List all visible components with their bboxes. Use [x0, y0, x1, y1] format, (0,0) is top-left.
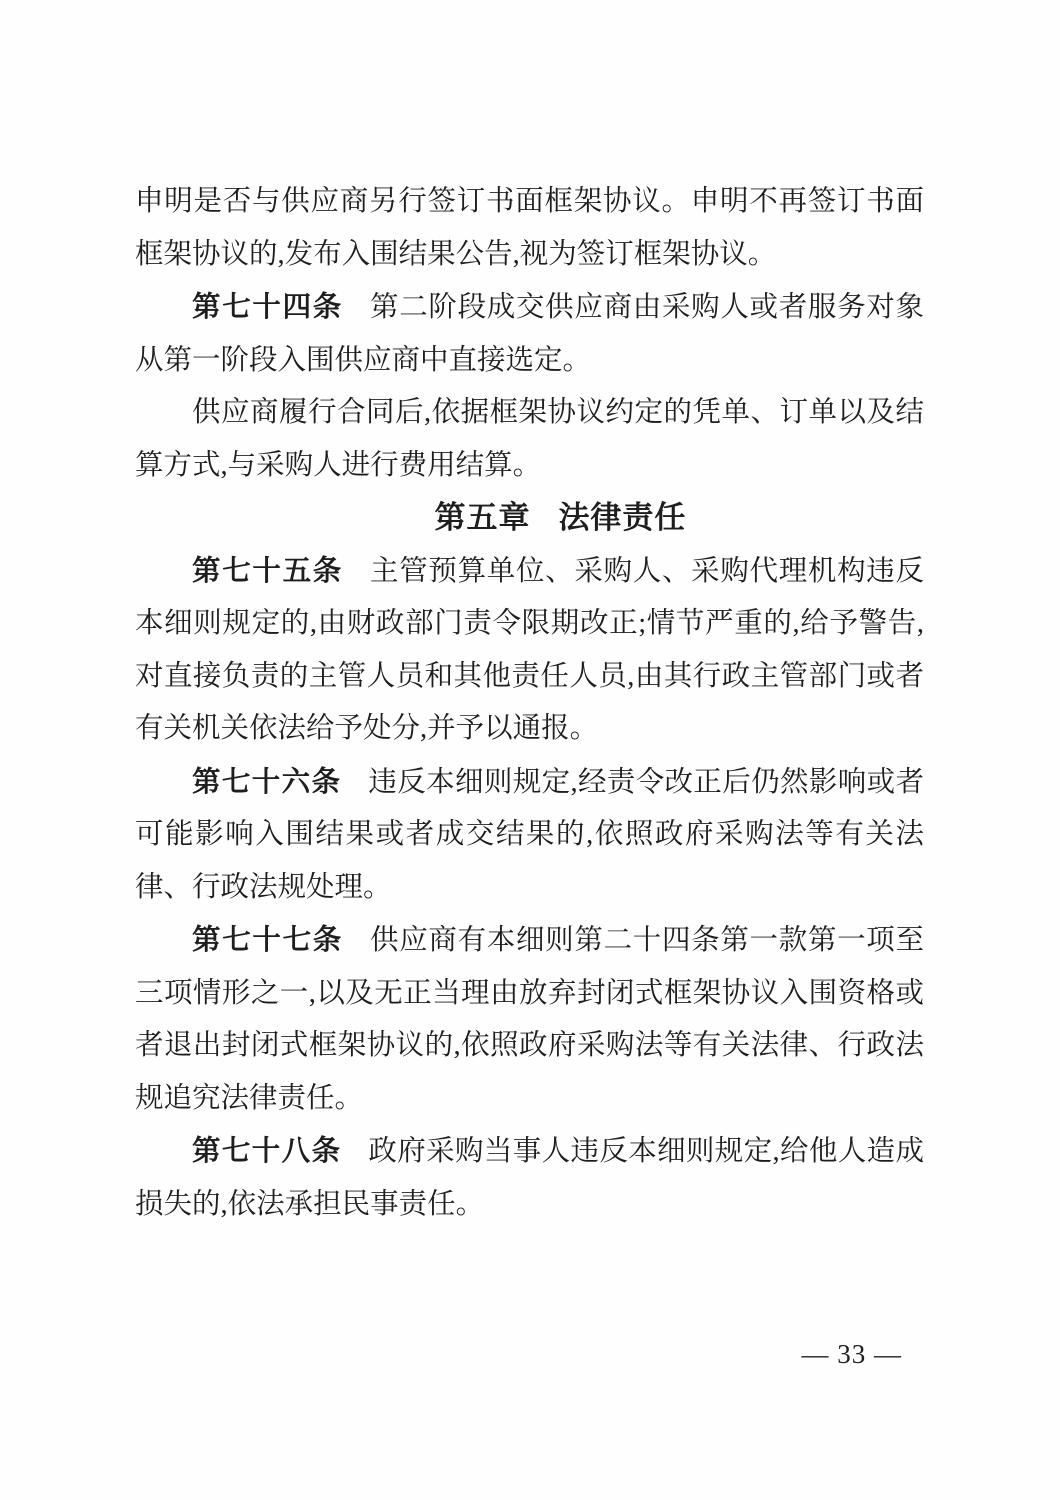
- article-75-text: 主管预算单位、采购人、采购代理机构违反本细则规定的,由财政部门责令限期改正;情节严重的,给予警告,对直接负责的主管人员和其他责任人员,由其行政主管部门或者有关机关依法给予处分,并予以通报。: [135, 555, 924, 744]
- article-75-paragraph: [135, 545, 924, 756]
- chapter-heading: [135, 492, 924, 545]
- article-74-paragraph: [135, 281, 924, 387]
- paragraph-text: 申明是否与供应商另行签订书面框架协议。申明不再签订书面框架协议的,发布入围结果公告,视为签订框架协议。: [135, 186, 924, 270]
- article-78-number: 第七十八条: [192, 1135, 342, 1167]
- article-76-text: 违反本细则规定,经责令改正后仍然影响或者可能影响入围结果或者成交结果的,依照政府采购法等有关法律、行政法规处理。: [135, 766, 924, 903]
- article-75-number: 第七十五条: [192, 554, 343, 587]
- settlement-paragraph: [135, 387, 924, 492]
- article-77-text: 供应商有本细则第二十四条第一款第一项至三项情形之一,以及无正当理由放弃封闭式框架协议入围资格或者退出封闭式框架协议的,依照政府采购法等有关法律、行政法规追究法律责任。: [135, 925, 924, 1114]
- article-77-number: 第七十七条: [192, 924, 343, 956]
- article-77-paragraph: [135, 914, 924, 1125]
- article-78-text: 政府采购当事人违反本细则规定,给他人造成损失的,依法承担民事责任。: [135, 1136, 924, 1220]
- chapter-number: 第五章: [434, 500, 531, 535]
- page-number-label: — 33 —: [801, 1339, 902, 1369]
- article-78-paragraph: [135, 1125, 924, 1231]
- article-74-text: 第二阶段成交供应商由采购人或者服务对象从第一阶段入围供应商中直接选定。: [135, 292, 924, 376]
- article-76-paragraph: [135, 756, 924, 915]
- page-number: [802, 1336, 903, 1372]
- article-74-number: 第七十四条: [192, 291, 343, 323]
- chapter-title: 法律责任: [558, 500, 687, 535]
- document-body: [135, 176, 924, 1231]
- continuation-paragraph: [135, 176, 924, 281]
- paragraph-text: 供应商履行合同后,依据框架协议约定的凭单、订单以及结算方式,与采购人进行费用结算。: [135, 397, 924, 481]
- article-76-number: 第七十六条: [192, 765, 342, 798]
